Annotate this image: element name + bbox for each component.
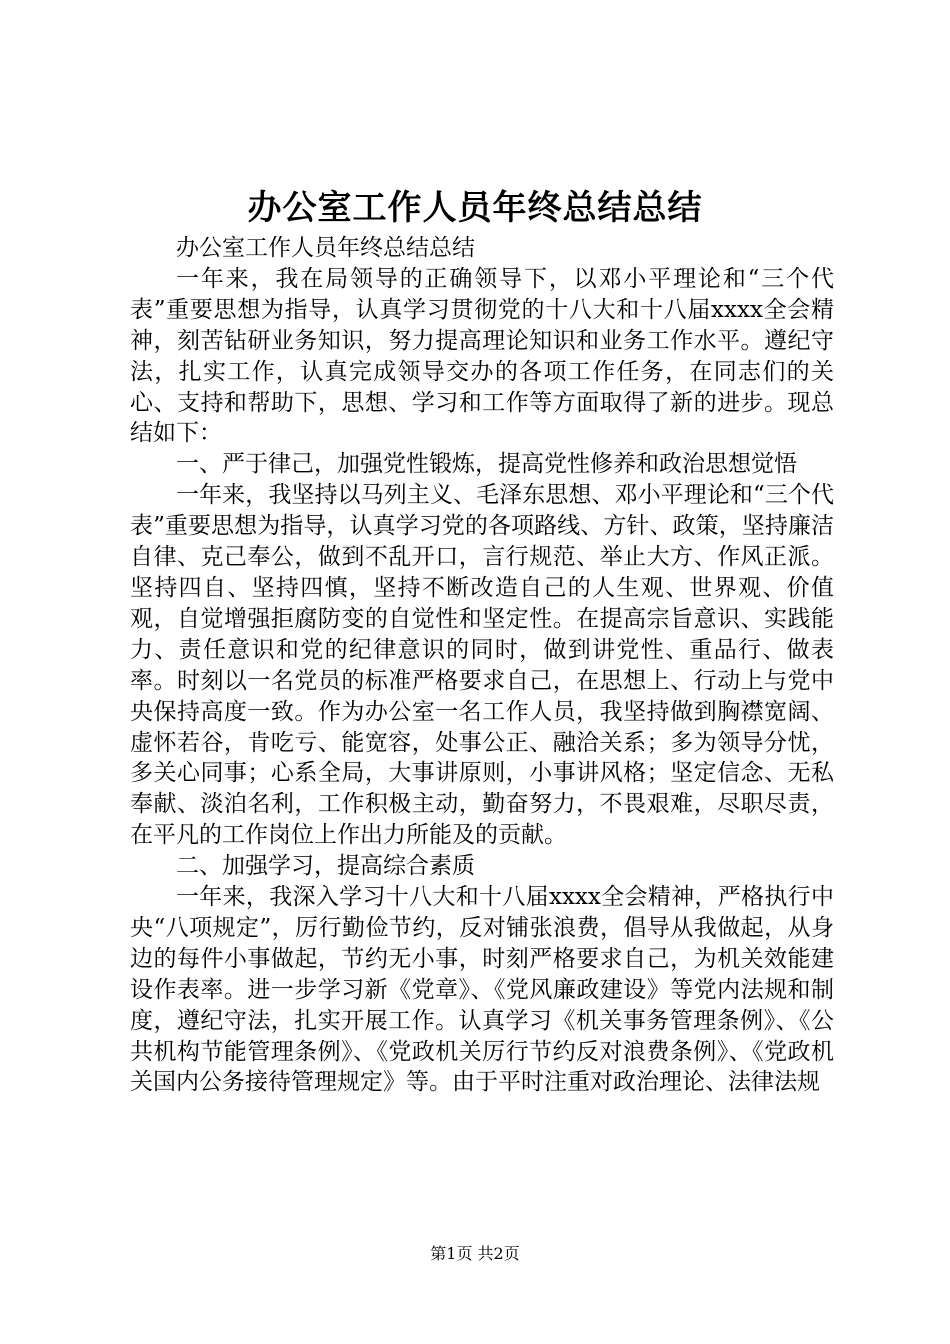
document-body — [130, 233, 834, 1098]
paragraph-subtitle: 办公室工作人员年终总结总结 — [176, 235, 475, 261]
document-title: 办公室工作人员年终总结总结 — [247, 188, 703, 228]
paragraph-section-1: 一年来，我坚持以马列主义、毛泽东思想、邓小平理论和“三个代表”重要思想为指导，认真学习党的各项路线、方针、政策，坚持廉洁自律、克己奉公，做到不乱开口，言行规范、举止大方、作风正派。坚持四自、坚持四慎，坚持不断改造自己的人生观、世界观、价值观，自觉增强拒腐防变的自觉性和坚定性。在提高宗旨意识、实践能力、责任意识和党的纪律意识的同时，做到讲党性、重品行、做表率。时刻以一名党员的标准严格要求自己，在思想上、行动上与党中央保持高度一致。作为办公室一名工作人员，我坚持做到胸襟宽阔、虚怀若谷，肯吃亏、能宽容，处事公正、融洽关系；多为领导分忧，多关心同事；心系全局，大事讲原则，小事讲风格；坚定信念、无私奉献、淡泊名利，工作积极主动，勤奋努力，不畏艰难，尽职尽责，在平凡的工作岗位上作出力所能及的贡献。 — [130, 482, 834, 849]
paragraph-intro: 一年来，我在局领导的正确领导下，以邓小平理论和“三个代表”重要思想为指导，认真学习贯彻党的十八大和十八届xxxx全会精神，刻苦钻研业务知识，努力提高理论知识和业务工作水平。遵纪守法，扎实工作，认真完成领导交办的各项工作任务，在同志们的关心、支持和帮助下，思想、学习和工作等方面取得了新的进步。现总结如下： — [130, 265, 834, 447]
section-heading-2: 二、加强学习，提高综合素质 — [176, 853, 475, 880]
section-heading-1: 一、严于律己，加强党性锻炼，提高党性修养和政治思想觉悟 — [176, 451, 797, 478]
page-number-footer: 第1页 共2页 — [430, 1244, 520, 1263]
paragraph-section-2: 一年来，我深入学习十八大和十八届xxxx全会精神，严格执行中央“八项规定”，厉行勤俭节约，反对铺张浪费，倡导从我做起，从身边的每件小事做起，节约无小事，时刻严格要求自己，为机关效能建设作表率。进一步学习新《党章》、《党风廉政建设》等党内法规和制度，遵纪守法，扎实开展工作。认真学习《机关事务管理条例》、《公共机构节能管理条例》、《党政机关厉行节约反对浪费条例》、《党政机关国内公务接待管理规定》等。由于平时注重对政治理论、法律法规 — [130, 884, 834, 1096]
